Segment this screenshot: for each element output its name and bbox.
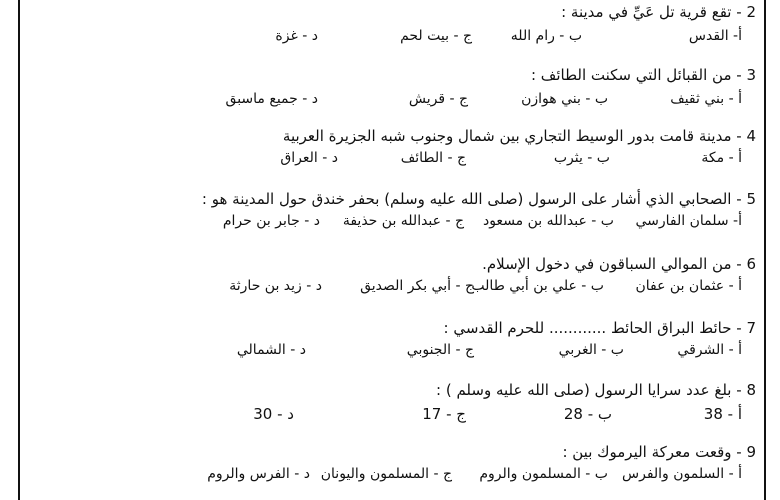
question-text: 4 - مدينة قامت بدور الوسيط التجاري بين شمال وجنوب شبه الجزيرة العربية xyxy=(282,127,756,145)
option-b: ب - علي بن أبي طالب xyxy=(471,278,604,294)
question-number: 6 xyxy=(746,255,756,273)
question-number: 5 xyxy=(746,190,756,208)
question-stem: من القبائل التي سكنت الطائف : xyxy=(530,66,732,84)
option-d: د - الفرس والروم xyxy=(207,466,310,482)
option-c: ج - أبي بكر الصديق xyxy=(360,278,474,294)
question-stem: الصحابي الذي أشار على الرسول (صلى الله عليه وسلم) بحفر خندق حول المدينة هو : xyxy=(201,190,732,208)
option-c: ج - المسلمون واليونان xyxy=(320,466,452,482)
option-a: أ - الشرقي xyxy=(677,342,742,358)
option-a: أ- سلمان الفارسي xyxy=(635,213,742,229)
option-c: ج - قريش xyxy=(408,91,468,107)
option-c: ج - 17 xyxy=(422,405,466,423)
option-b: ب - بني هوازن xyxy=(521,91,608,107)
question-number: 3 xyxy=(746,66,756,84)
question-text: 7 - حائط البراق الحائط ............ للحرم القدسي : xyxy=(443,319,756,337)
question-stem: مدينة قامت بدور الوسيط التجاري بين شمال وجنوب شبه الجزيرة العربية xyxy=(282,127,732,145)
question-text: 2 - تقع قرية تل عَيِّ في مدينة : xyxy=(561,3,756,21)
question-stem: تقع قرية تل عَيِّ في مدينة : xyxy=(561,3,732,21)
option-a: أ - مكة xyxy=(701,150,742,166)
option-b: ب - يثرب xyxy=(553,150,610,166)
question-number: 8 xyxy=(746,381,756,399)
option-c: ج - عبدالله بن حذيفة xyxy=(342,213,464,229)
option-a: أ- القدس xyxy=(688,28,742,44)
option-d: د - العراق xyxy=(280,150,338,166)
option-c: ج - الجنوبي xyxy=(406,342,474,358)
question-number: 9 xyxy=(746,443,756,461)
option-d: د - زيد بن حارثة xyxy=(229,278,322,294)
question-text: 8 - بلغ عدد سرايا الرسول (صلى الله عليه وسلم ) : xyxy=(436,381,756,399)
option-b: ب - رام الله xyxy=(510,28,582,44)
option-d: د - غزة xyxy=(275,28,318,44)
question-stem: من الموالي السباقون في دخول الإسلام. xyxy=(482,255,732,273)
option-a: أ - 38 xyxy=(703,405,742,423)
question-number: 2 xyxy=(746,3,756,21)
option-a: أ - السلمون والفرس xyxy=(622,466,742,482)
option-d: د - جابر بن حرام xyxy=(222,213,320,229)
question-number: 7 xyxy=(746,319,756,337)
option-c: ج - الطائف xyxy=(400,150,466,166)
option-b: ب - عبدالله بن مسعود xyxy=(482,213,614,229)
option-b: ب - 28 xyxy=(563,405,612,423)
option-a: أ - بني ثقيف xyxy=(670,91,742,107)
option-a: أ - عثمان بن عفان xyxy=(635,278,742,294)
question-text: 9 - وقعت معركة اليرموك بين : xyxy=(562,443,756,461)
question-text: 3 - من القبائل التي سكنت الطائف : xyxy=(530,66,756,84)
question-number: 4 xyxy=(746,127,756,145)
question-text: 6 - من الموالي السباقون في دخول الإسلام. xyxy=(482,255,756,273)
option-b: ب - المسلمون والروم xyxy=(479,466,608,482)
question-stem: حائط البراق الحائط ............ للحرم القدسي : xyxy=(443,319,732,337)
question-stem: وقعت معركة اليرموك بين : xyxy=(562,443,732,461)
option-c: ج - بيت لحم xyxy=(400,28,472,44)
question-stem: بلغ عدد سرايا الرسول (صلى الله عليه وسلم ) : xyxy=(436,381,732,399)
option-d: د - الشمالي xyxy=(236,342,306,358)
option-b: ب - الغربي xyxy=(558,342,624,358)
option-d: د - 30 xyxy=(253,405,294,423)
option-d: د - جميع ماسبق xyxy=(225,91,318,107)
question-text: 5 - الصحابي الذي أشار على الرسول (صلى الله عليه وسلم) بحفر خندق حول المدينة هو : xyxy=(201,190,756,208)
